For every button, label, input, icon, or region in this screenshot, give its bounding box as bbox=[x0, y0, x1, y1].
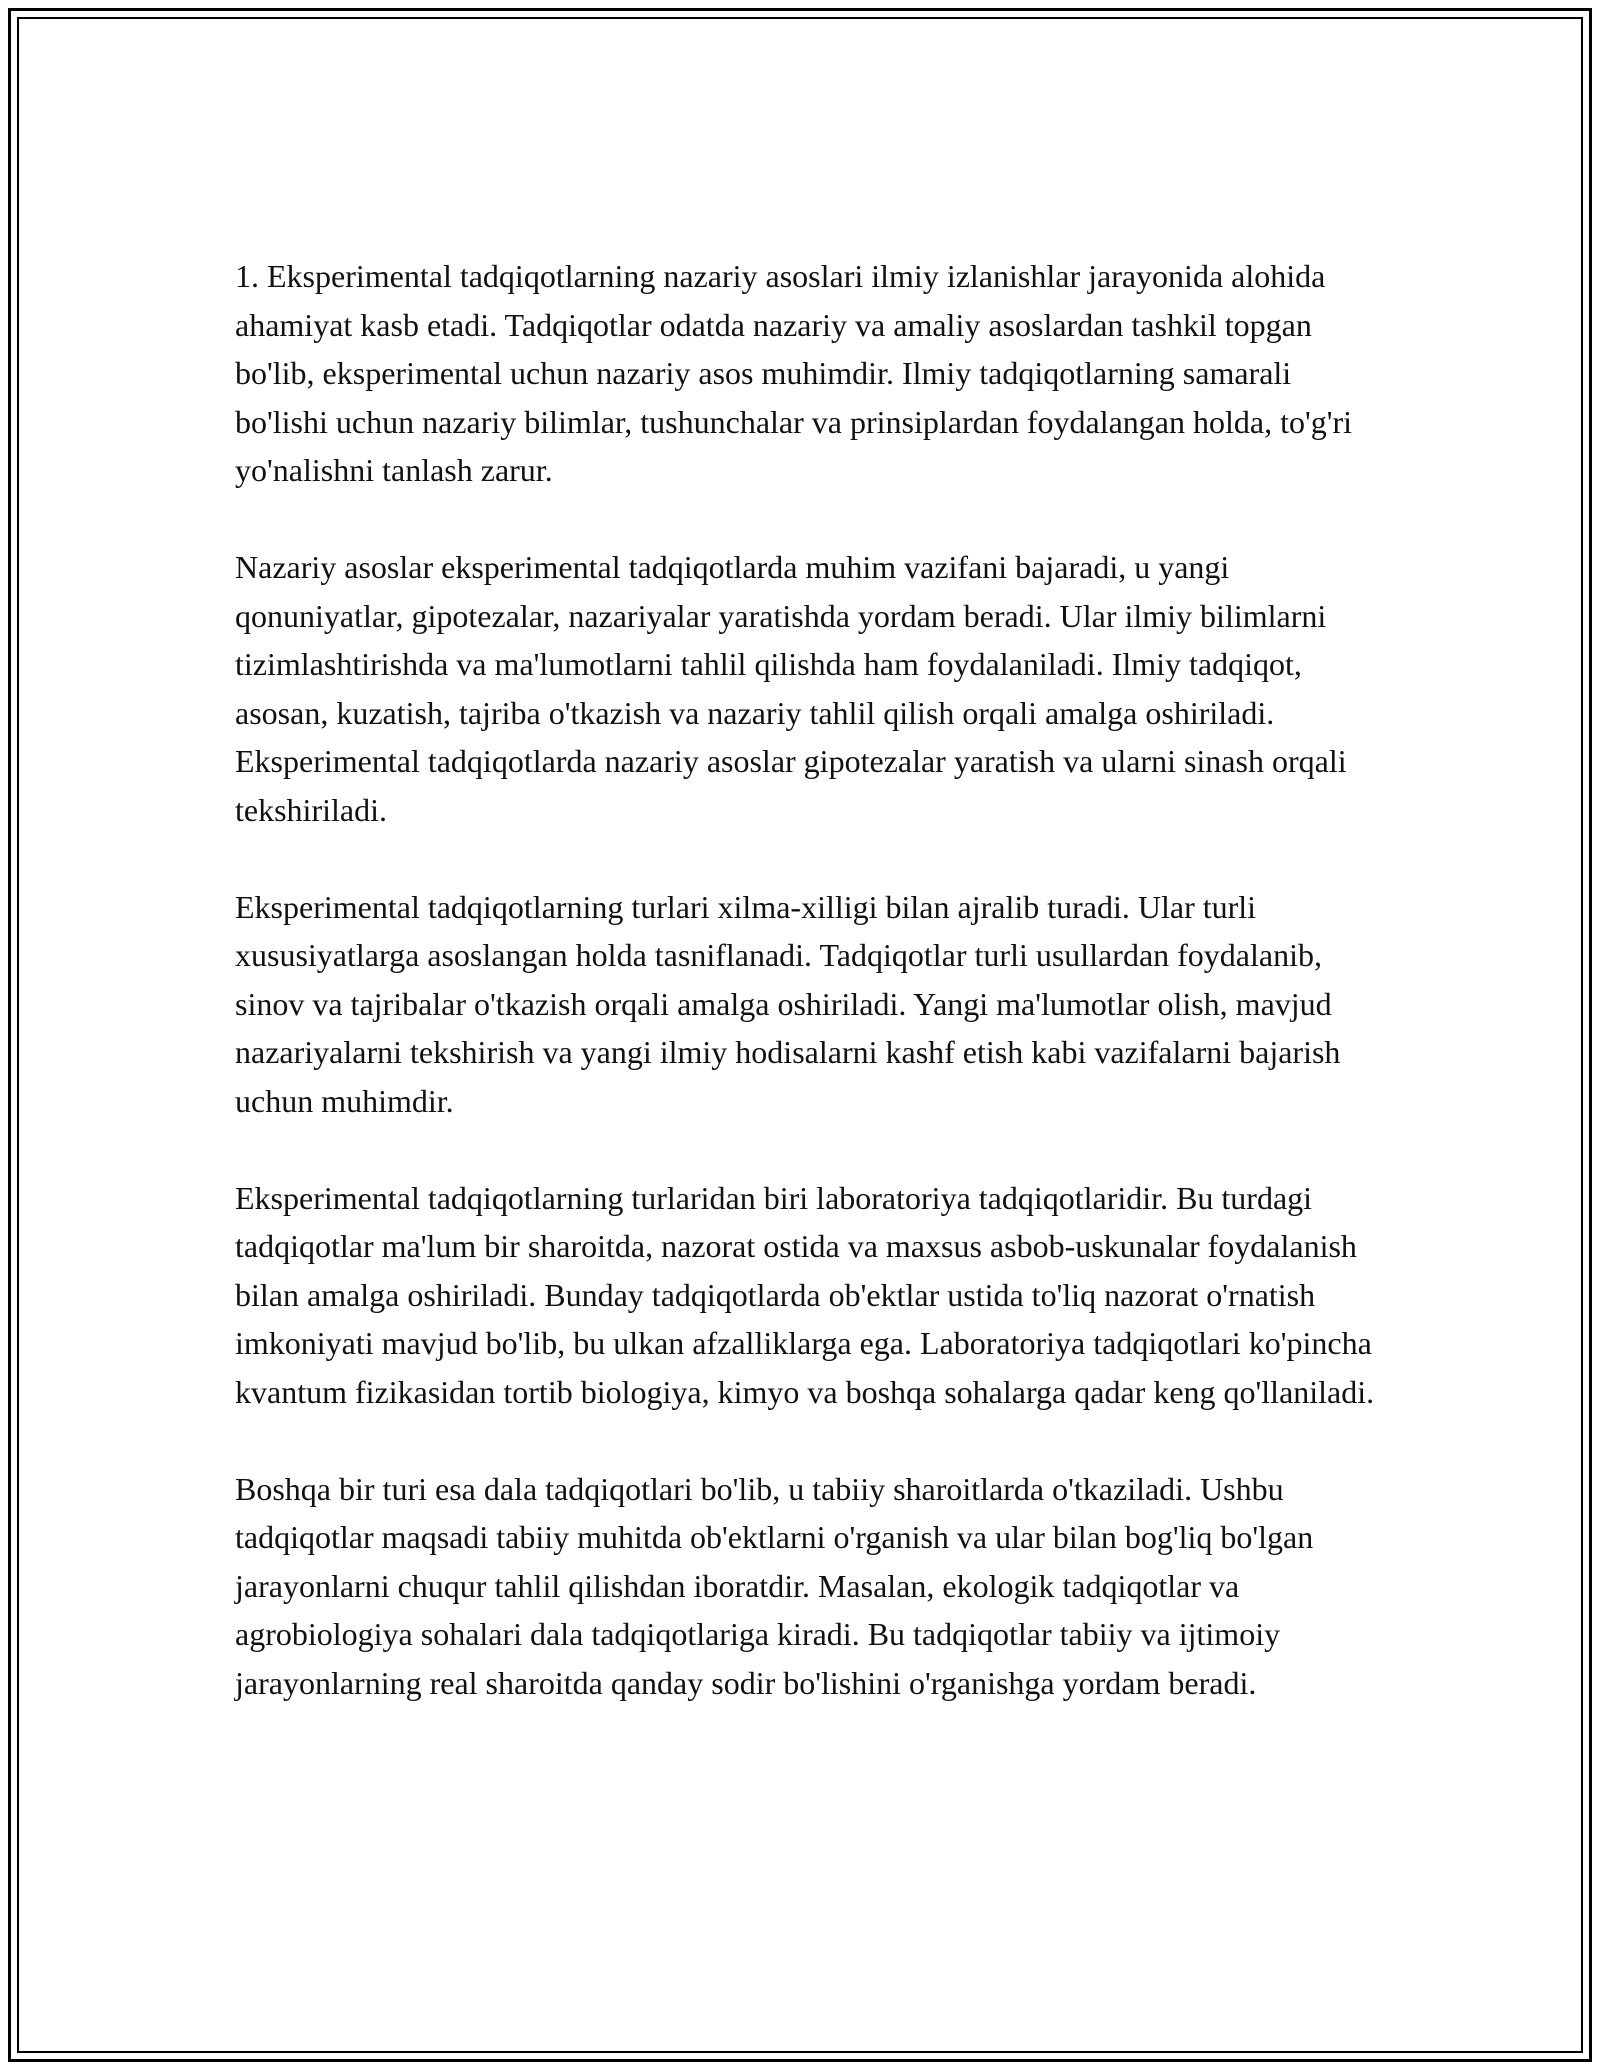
paragraph-4: Eksperimental tadqiqotlarning turlaridan biri laboratoriya tadqiqotlaridir. Bu turdagi tadqiqotlar ma'lum bir sharoitda, nazorat ostida va maxsus asbob-uskunalar foydalanish bilan amalga oshiriladi. Bunday tadqiqotlarda ob'ektlar ustida to'liq nazorat o'rnatish imkoniyati mavjud bo'lib, bu ulkan afzalliklarga ega. Laboratoriya tadqiqotlari ko'pincha kvantum fizikasidan tortib biologiya, kimyo va boshqa sohalarga qadar keng qo'llaniladi. bbox=[235, 1179, 1375, 1410]
paragraph-3: Eksperimental tadqiqotlarning turlari xilma-xilligi bilan ajralib turadi. Ular turli xususiyatlarga asoslangan holda tasniflanadi. Tadqiqotlar turli usullardan foydalanib, sinov va tajribalar o'tkazish orqali amalga oshiriladi. Yangi ma'lumotlar olish, mavjud nazariyalarni tekshirish va yangi ilmiy hodisalarni kashf etish kabi vazifalarni bajarish uchun muhimdir. bbox=[235, 888, 1341, 1119]
paragraph-5: Boshqa bir turi esa dala tadqiqotlari bo'lib, u tabiiy sharoitlarda o'tkaziladi. Ushbu tadqiqotlar maqsadi tabiiy muhitda ob'ektlarni o'rganish va ular bilan bog'liq bo'lgan jarayonlarni chuqur tahlil qilishdan iboratdir. Masalan, ekologik tadqiqotlar va agrobiologiya sohalari dala tadqiqotlariga kiradi. Bu tadqiqotlar tabiiy va ijtimoiy jarayonlarning real sharoitda qanday sodir bo'lishini o'rganishga yordam beradi. bbox=[235, 1470, 1314, 1701]
paragraph-1: 1. Eksperimental tadqiqotlarning nazariy asoslari ilmiy izlanishlar jarayonida alohida ahamiyat kasb etadi. Tadqiqotlar odatda nazariy va amaliy asoslardan tashkil topgan bo'lib, eksperimental uchun nazariy asos muhimdir. Ilmiy tadqiqotlarning samarali bo'lishi uchun nazariy bilimlar, tushunchalar va prinsiplardan foydalangan holda, to'g'ri yo'nalishni tanlash zarur. bbox=[235, 258, 1353, 488]
paragraph-2: Nazariy asoslar eksperimental tadqiqotlarda muhim vazifani bajaradi, u yangi qonuniyatlar, gipotezalar, nazariyalar yaratishda yordam beradi. Ular ilmiy bilimlarni tizimlashtirishda va ma'lumotlarni tahlil qilishda ham foydalaniladi. Ilmiy tadqiqot, asosan, kuzatish, tajriba o'tkazish va nazariy tahlil qilish orqali amalga oshiriladi. Eksperimental tadqiqotlarda nazariy asoslar gipotezalar yaratish va ularni sinash orqali tekshiriladi. bbox=[235, 549, 1347, 828]
document-body bbox=[235, 252, 1375, 1707]
